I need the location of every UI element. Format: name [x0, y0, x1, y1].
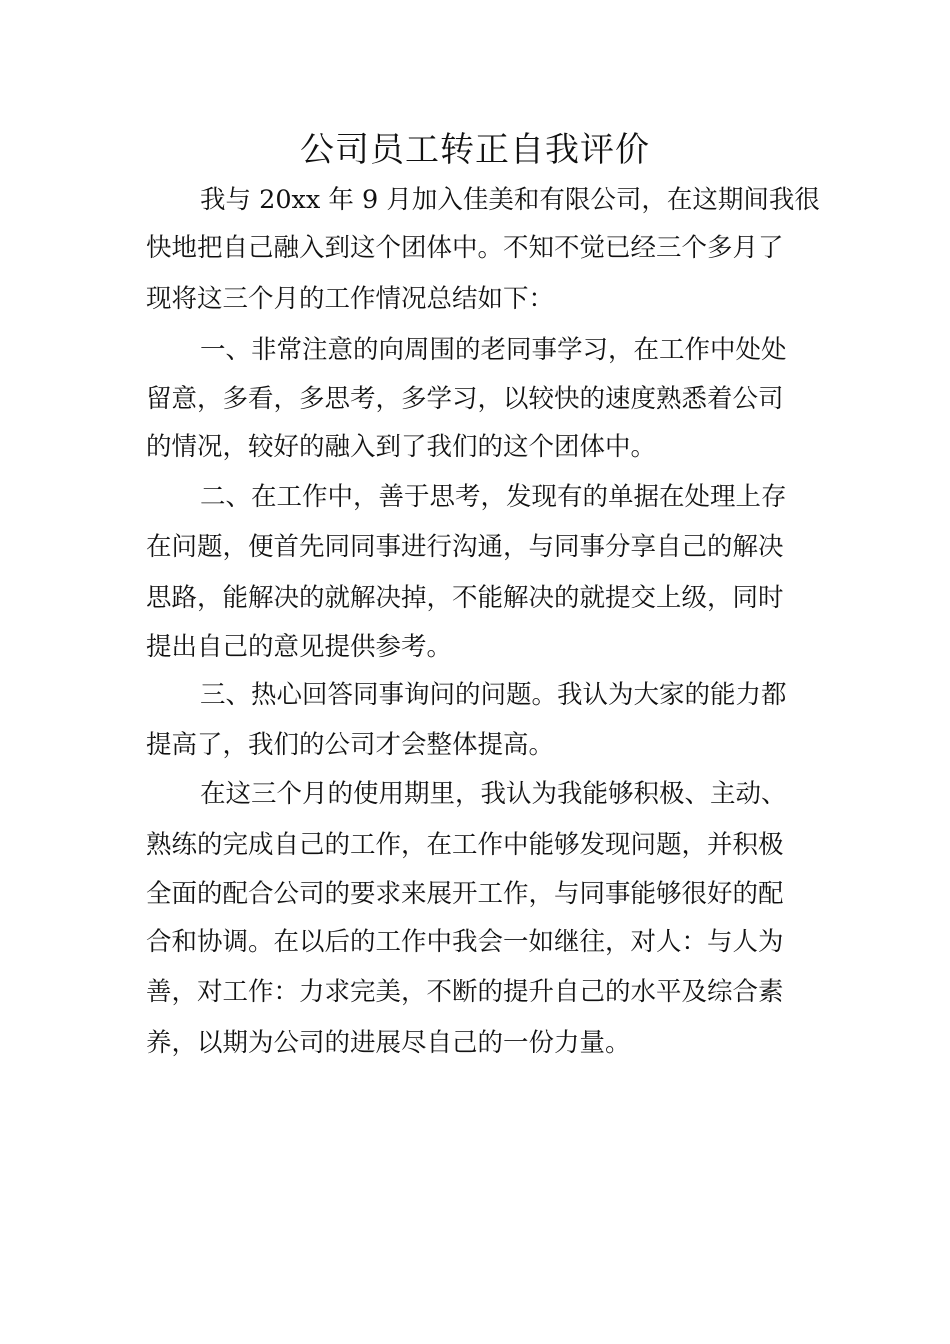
paragraph-3-line-4: 提出自己的意见提供参考。: [146, 632, 453, 662]
paragraph-5-line-3: 全面的配合公司的要求来展开工作，与同事能够很好的配: [146, 879, 784, 909]
paragraph-3-line-2: 在问题，便首先同同事进行沟通，与同事分享自己的解决: [146, 532, 784, 562]
paragraph-2-line-1: 一、非常注意的向周围的老同事学习，在工作中处处: [200, 335, 787, 365]
paragraph-3-line-3: 思路，能解决的就解决掉，不能解决的就提交上级，同时: [146, 583, 784, 613]
paragraph-5-line-2: 熟练的完成自己的工作，在工作中能够发现问题，并积极: [146, 830, 784, 860]
paragraph-1-line-1: 我与 20xx 年 9 月加入佳美和有限公司，在这期间我很: [200, 185, 820, 215]
paragraph-5-line-1: 在这三个月的使用期里，我认为我能够积极、主动、: [200, 779, 787, 809]
paragraph-4-line-2: 提高了，我们的公司才会整体提高。: [146, 730, 555, 760]
paragraph-5-line-6: 养，以期为公司的进展尽自己的一份力量。: [146, 1028, 631, 1058]
paragraph-2-line-2: 留意，多看，多思考，多学习，以较快的速度熟悉着公司: [146, 384, 784, 414]
paragraph-2-line-3: 的情况，较好的融入到了我们的这个团体中。: [146, 432, 657, 462]
paragraph-5-line-5: 善，对工作：力求完美，不断的提升自己的水平及综合素: [146, 977, 784, 1007]
paragraph-1-line-2: 快地把自己融入到这个团体中。不知不觉已经三个多月了: [146, 233, 784, 263]
paragraph-4-line-1: 三、热心回答同事询问的问题。我认为大家的能力都: [200, 680, 787, 710]
paragraph-1-line-3: 现将这三个月的工作情况总结如下：: [146, 284, 555, 314]
paragraph-3-line-1: 二、在工作中，善于思考，发现有的单据在处理上存: [200, 482, 787, 512]
paragraph-5-line-4: 合和协调。在以后的工作中我会一如继往，对人：与人为: [146, 927, 784, 957]
document-title: 公司员工转正自我评价: [300, 130, 650, 170]
